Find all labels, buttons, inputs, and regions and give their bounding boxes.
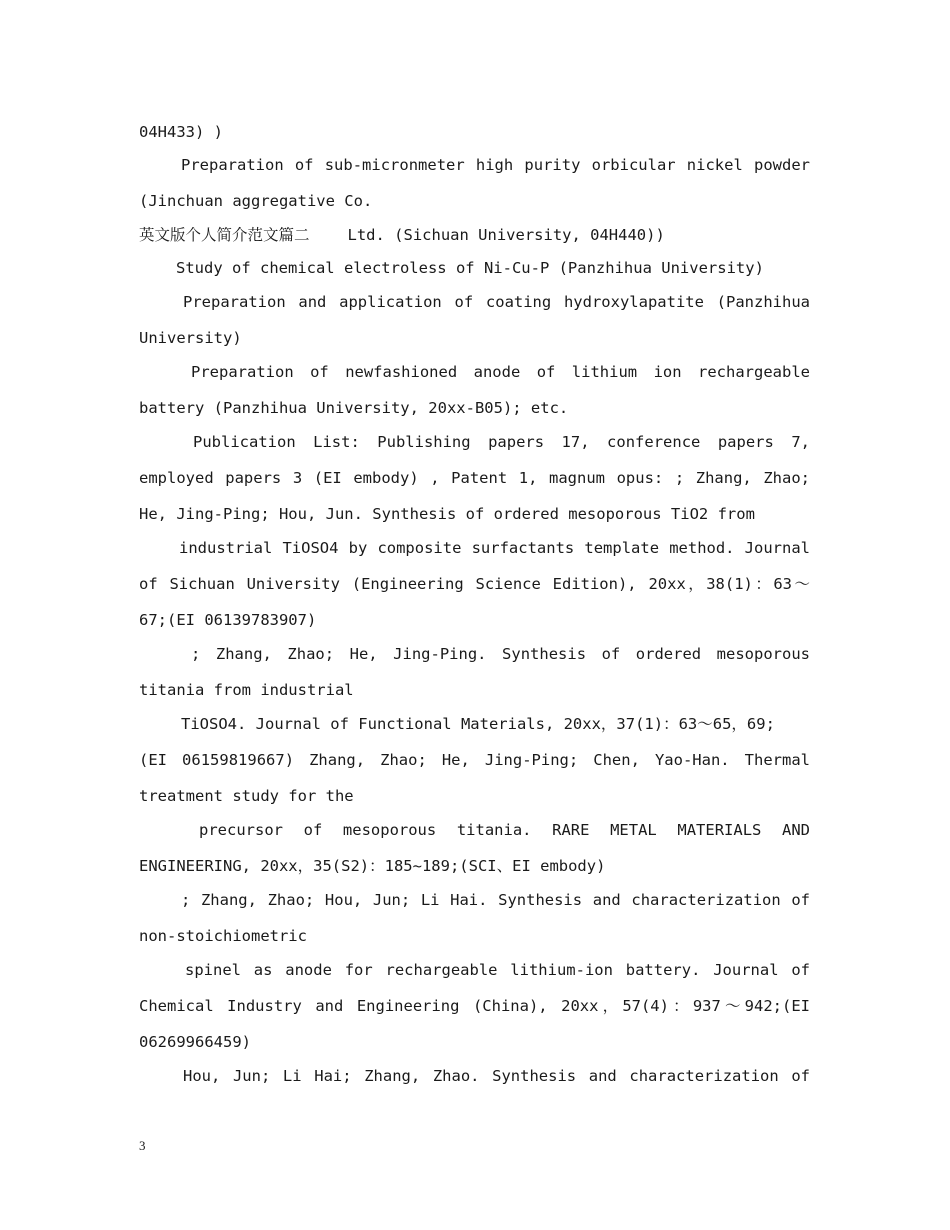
- text-line: Hou, Jun; Li Hai; Zhang, Zhao. Synthesis and characterization of: [183, 1067, 810, 1085]
- text-line: Preparation of sub-micronmeter high purity orbicular nickel powder: [181, 156, 810, 174]
- text-line: Chemical Industry and Engineering (China), 20xx，57(4)：937～942;(EI: [139, 997, 810, 1015]
- text-line: precursor of mesoporous titania. RARE METAL MATERIALS AND: [199, 821, 810, 839]
- text-line: 06269966459): [139, 1033, 251, 1051]
- text-line: ; Zhang, Zhao; Hou, Jun; Li Hai. Synthesis and characterization of: [181, 891, 810, 909]
- text-line: TiOSO4. Journal of Functional Materials, 20xx，37(1)：63～65，69;: [181, 715, 775, 733]
- text-line: spinel as anode for rechargeable lithium-ion battery. Journal of: [185, 961, 810, 979]
- text-line: Ltd. (Sichuan University, 04H440)): [347, 226, 665, 244]
- text-line: University): [139, 329, 242, 347]
- text-line: 67;(EI 06139783907): [139, 611, 317, 629]
- text-line: treatment study for the: [139, 787, 354, 805]
- text-line: non-stoichiometric: [139, 927, 307, 945]
- text-line: ; Zhang, Zhao; He, Jing-Ping. Synthesis of ordered mesoporous: [191, 645, 810, 663]
- text-line: Publication List: Publishing papers 17, conference papers 7,: [193, 433, 810, 451]
- chinese-heading: 英文版个人简介范文篇二: [139, 226, 310, 244]
- text-line: of Sichuan University (Engineering Science Edition), 20xx，38(1)：63～: [139, 575, 810, 593]
- text-line: Study of chemical electroless of Ni-Cu-P (Panzhihua University): [176, 259, 764, 277]
- text-line: (EI 06159819667) Zhang, Zhao; He, Jing-Ping; Chen, Yao-Han. Thermal: [139, 751, 810, 769]
- text-line: titania from industrial: [139, 681, 354, 699]
- heading-line: [139, 225, 810, 245]
- text-line: battery (Panzhihua University, 20xx-B05); etc.: [139, 399, 569, 417]
- text-line: 04H433) ): [139, 123, 223, 141]
- text-line: Preparation of newfashioned anode of lithium ion rechargeable: [191, 363, 810, 381]
- text-line: ENGINEERING, 20xx，35(S2)：185~189;(SCI、EI embody): [139, 857, 606, 875]
- text-line: industrial TiOSO4 by composite surfactants template method. Journal: [179, 539, 810, 557]
- text-line: Preparation and application of coating hydroxylapatite (Panzhihua: [183, 293, 810, 311]
- text-line: (Jinchuan aggregative Co.: [139, 192, 373, 210]
- page-number: 3: [139, 1138, 146, 1153]
- text-line: employed papers 3 (EI embody) , Patent 1, magnum opus: ; Zhang, Zhao;: [139, 469, 810, 487]
- text-line: He, Jing-Ping; Hou, Jun. Synthesis of ordered mesoporous TiO2 from: [139, 505, 755, 523]
